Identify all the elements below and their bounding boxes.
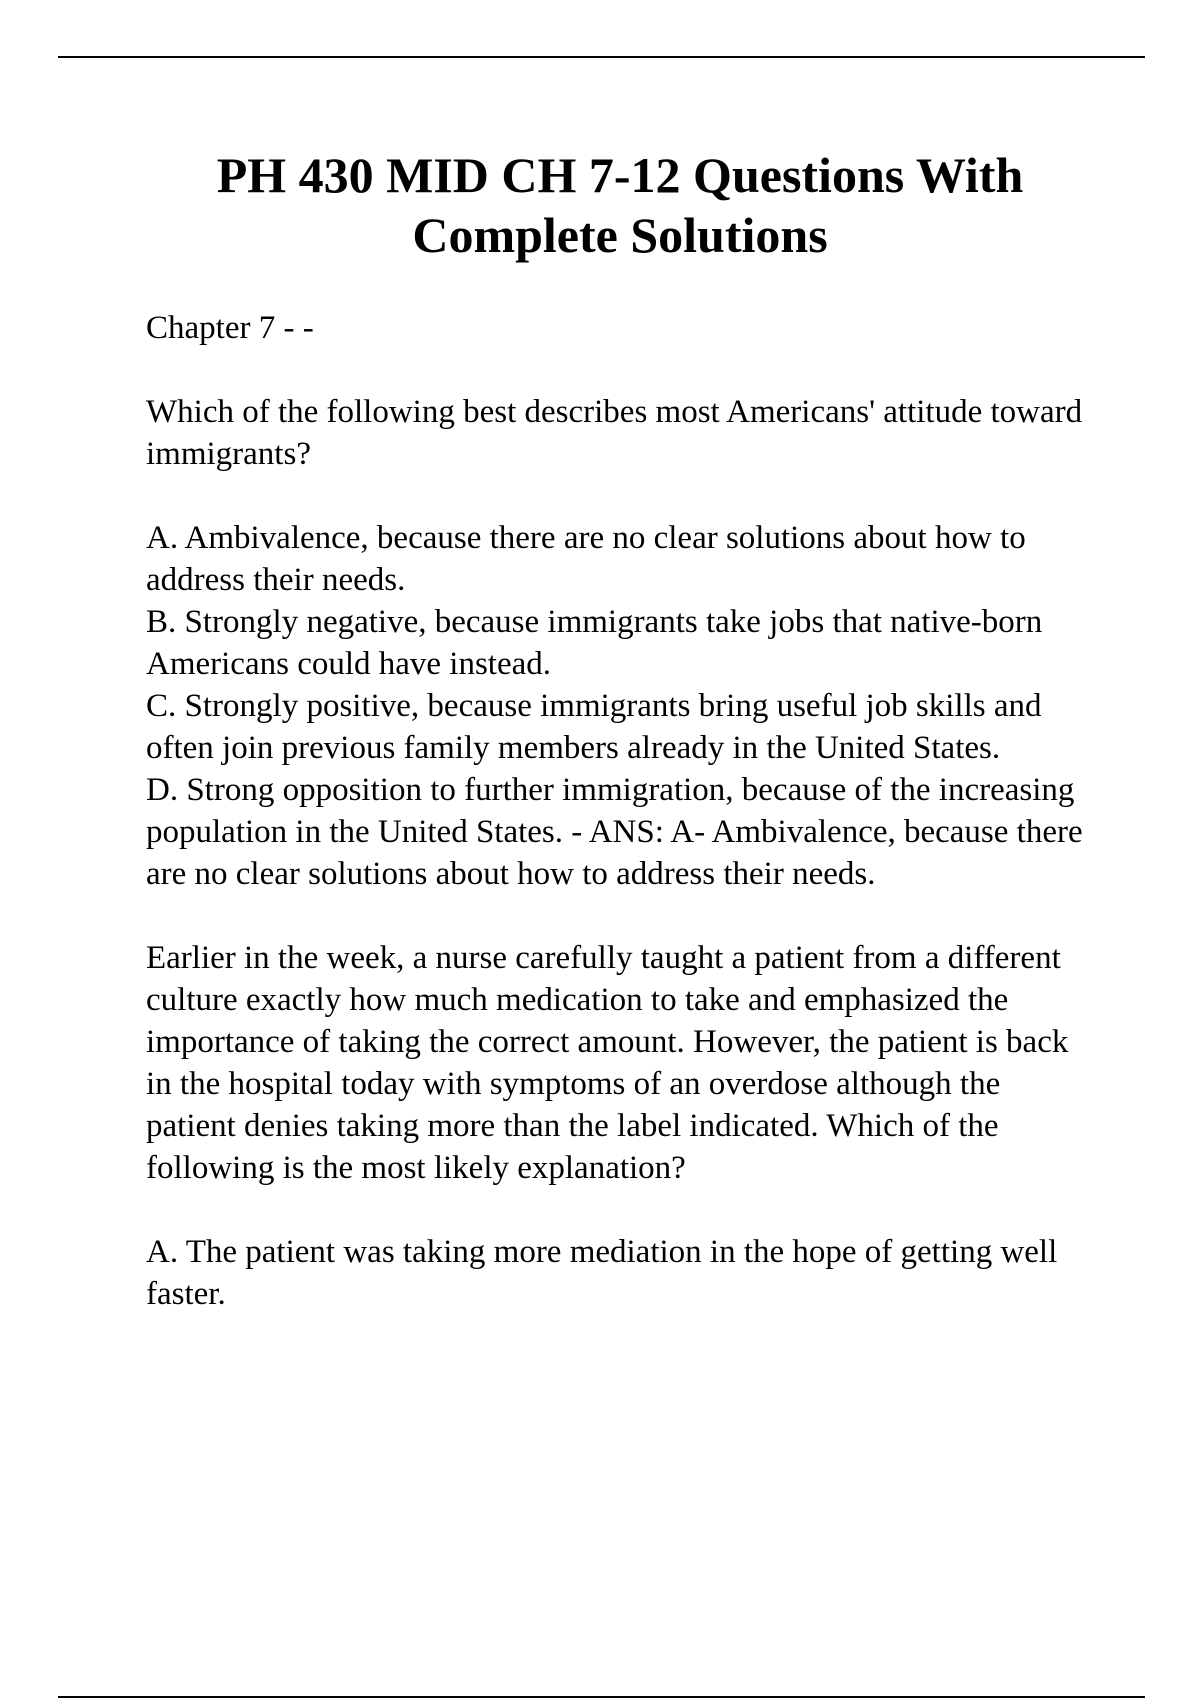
bottom-rule xyxy=(58,1696,1145,1698)
question-2-text: Earlier in the week, a nurse carefully taught a patient from a different culture exactly how much medication to take and emphasized the importance of taking the correct amount. However, the patient is back in the hospital today with symptoms of an overdose although the patient denies taking more than the label indicated. Which of the following is the most likely explanation? xyxy=(146,940,1069,1186)
question-2-option-a: A. The patient was taking more mediation in the hope of getting well faster. xyxy=(146,1234,1058,1312)
document-body xyxy=(146,307,1086,1315)
chapter-heading: Chapter 7 - - xyxy=(146,310,314,346)
title-line-1: PH 430 MID CH 7-12 Questions With xyxy=(216,147,1024,203)
title-line-2: Complete Solutions xyxy=(412,207,828,263)
document-title xyxy=(140,145,1100,265)
question-1-text: Which of the following best describes most Americans' attitude toward immigrants? xyxy=(146,394,1083,472)
question-1-option-a: A. Ambivalence, because there are no clear solutions about how to address their needs. xyxy=(146,520,1026,598)
top-rule xyxy=(58,56,1145,58)
question-1-option-d-answer: D. Strong opposition to further immigration, because of the increasing population in the United States. - ANS: A- Ambivalence, because there are no clear solutions about how to address their needs. xyxy=(146,772,1083,892)
question-1-option-c: C. Strongly positive, because immigrants bring useful job skills and often join previous family members already in the United States. xyxy=(146,688,1042,766)
question-1-option-b: B. Strongly negative, because immigrants take jobs that native-born Americans could have instead. xyxy=(146,604,1043,682)
